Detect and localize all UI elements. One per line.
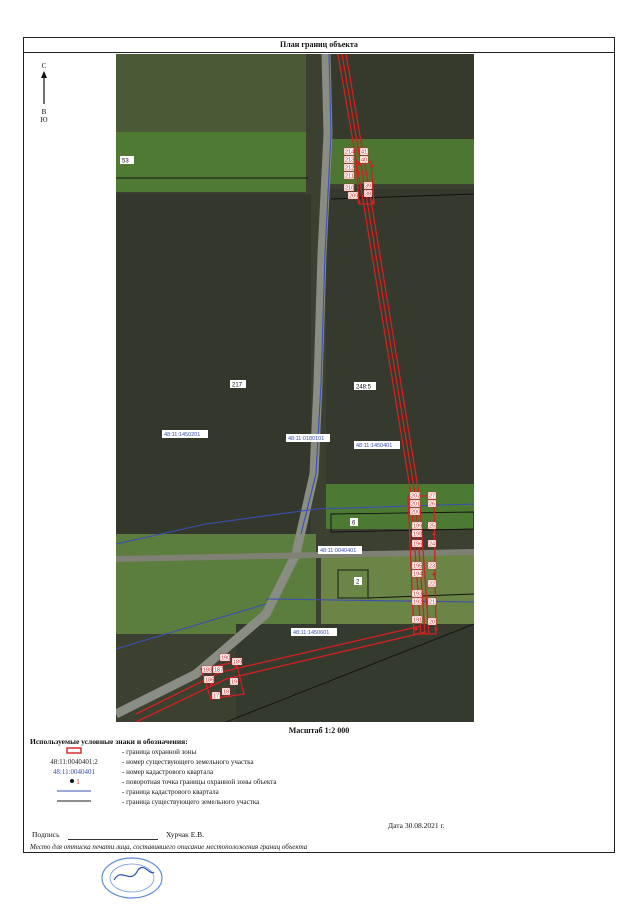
- pt-label: 41: [361, 149, 368, 156]
- pt-label: 190: [221, 655, 231, 662]
- legend-zone-symbol: [30, 747, 118, 757]
- pt-label: 20: [429, 619, 436, 626]
- pt-label: 39: [365, 183, 372, 190]
- parcel-label: 53: [122, 158, 129, 165]
- signature-name: Хурчак Е.В.: [166, 830, 205, 839]
- pt-label: 213: [345, 157, 355, 164]
- legend-row-parcel-boundary: [30, 797, 430, 807]
- legend-row-parcel-number: [30, 757, 430, 767]
- compass-south: Ю: [40, 116, 48, 124]
- pt-label: 198: [413, 531, 423, 538]
- quarter-label: 48:11:0040401: [320, 548, 357, 554]
- pt-label: 18: [223, 689, 230, 696]
- pt-label: 196: [413, 541, 423, 548]
- tree-belt-top-left: [116, 132, 306, 192]
- pt-label: 214: [345, 149, 355, 156]
- legend-text: - поворотная точка границы охранной зоны объекта: [122, 778, 277, 786]
- legend-quarter-number-symbol: 48:11:0040401: [52, 768, 96, 776]
- quarter-label: 48:11:1450201: [164, 432, 201, 438]
- legend-parcel-number-symbol: 48:11:0040401:2: [50, 758, 98, 766]
- pt-label: 22: [429, 581, 436, 588]
- pt-label: 186: [205, 677, 215, 684]
- parcel-label: 2: [356, 579, 360, 586]
- map-scale: Масштаб 1:2 000: [288, 726, 350, 735]
- pt-label: 26: [429, 501, 436, 508]
- legend-text: - номер существующего земельного участка: [122, 758, 254, 766]
- pt-label: 189: [233, 659, 243, 666]
- pt-label: 209: [349, 193, 359, 200]
- legend-row-turning-point: [30, 777, 430, 787]
- pt-label: 200: [411, 509, 421, 516]
- blue-line-icon: [57, 787, 91, 794]
- compass-west: В: [41, 108, 47, 116]
- legend-text: - граница кадастрового квартала: [122, 788, 219, 796]
- legend-row-quarter-boundary: [30, 787, 430, 797]
- satellite-map[interactable]: [116, 54, 474, 722]
- seal-stamp-icon: [100, 856, 164, 900]
- legend-quarter-boundary-symbol: [30, 787, 118, 797]
- plan-frame: [23, 37, 615, 853]
- legend: [30, 747, 430, 807]
- map-svg: [116, 54, 474, 722]
- pt-label: 202: [411, 493, 421, 500]
- signature-label: Подпись: [32, 830, 60, 839]
- pt-label: 24: [429, 541, 436, 548]
- quarter-label: 48:11:1450601: [293, 630, 330, 636]
- pt-label: 212: [345, 165, 355, 172]
- field-217: [116, 194, 311, 534]
- quarter-label: 48:11:1450401: [356, 443, 393, 449]
- field-bottom: [236, 624, 474, 722]
- legend-parcel-boundary-symbol: [30, 797, 118, 807]
- legend-point-number: 1: [76, 778, 80, 786]
- parcel-label: 6: [352, 520, 356, 527]
- pt-label: 191: [413, 617, 423, 624]
- page-title: План границ объекта: [24, 38, 614, 53]
- north-arrow-icon: [36, 70, 52, 106]
- pt-label: 195: [413, 563, 423, 570]
- pt-label: 40: [361, 157, 368, 164]
- black-line-icon: [57, 797, 91, 804]
- legend-row-quarter-number: [30, 767, 430, 777]
- pt-label: 21: [429, 599, 436, 606]
- pt-label: 27: [429, 493, 436, 500]
- signature-line: [68, 839, 158, 840]
- pt-label: 17: [213, 693, 220, 700]
- pt-label: 210: [345, 185, 355, 192]
- pt-label: 211: [345, 173, 354, 180]
- compass-north: С: [41, 62, 47, 70]
- legend-title: Используемые условные знаки и обозначения:: [30, 737, 188, 746]
- legend-text: - граница существующего земельного участка: [122, 798, 260, 806]
- pt-label: 188: [203, 667, 213, 674]
- parcel-label: 248:5: [356, 384, 372, 391]
- legend-row-zone: [30, 747, 430, 757]
- pt-label: 25: [429, 523, 436, 530]
- compass: [36, 62, 52, 132]
- pt-label: 38: [365, 191, 372, 198]
- zone-swatch-icon: [66, 747, 82, 754]
- pt-label: 23: [429, 563, 436, 570]
- pt-label: 193: [413, 591, 423, 598]
- field-top-left: [116, 54, 306, 139]
- pt-label: 194: [413, 571, 423, 578]
- parcel-label: 217: [232, 382, 243, 389]
- pt-label: 19: [231, 679, 238, 686]
- legend-text: - граница охранной зоны: [122, 748, 197, 756]
- stamp-note: Место для оттиска печати лица, составившего описание местоположения границ объекта: [30, 843, 308, 851]
- quarter-label: 48:11:0180101: [288, 436, 325, 442]
- pt-label: 199: [413, 523, 423, 530]
- legend-turning-point-symbol: [30, 777, 118, 787]
- pt-label: 187: [214, 667, 224, 674]
- pt-label: 192: [413, 599, 423, 606]
- pt-label: 201: [411, 501, 421, 508]
- legend-text: - номер кадастрового квартала: [122, 768, 214, 776]
- document-date: Дата 30.08.2021 г.: [388, 821, 445, 830]
